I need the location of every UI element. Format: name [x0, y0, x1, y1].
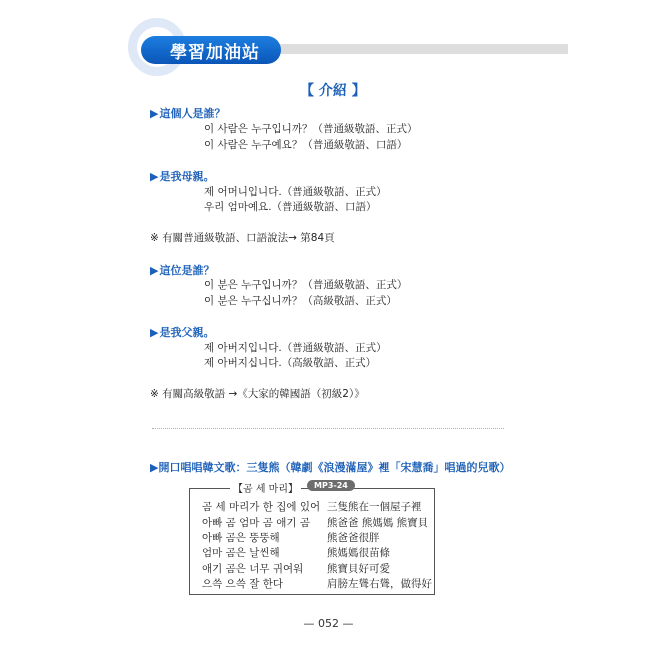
lyrics-title: 【곰 세 마리】: [230, 480, 301, 495]
korean-text: 제 아버지십니다.: [204, 357, 282, 369]
lyric-chinese: 熊寶貝好可愛: [327, 563, 390, 575]
answer-line: [204, 121, 417, 136]
register-tag: （普通級敬語、口語）: [302, 139, 408, 151]
korean-text: 이 사람은 누구예요？: [204, 139, 303, 151]
lyric-chinese: 熊爸爸很胖: [327, 532, 380, 544]
answer-line: [204, 293, 397, 308]
register-tag: （高級敬語、正式）: [281, 357, 377, 369]
answer-line: [204, 340, 387, 355]
question-text: 是我父親。: [159, 326, 215, 339]
triangle-bullet-icon: ▶: [150, 107, 159, 120]
song-heading-text: 開口唱唱韓文歌：三隻熊（韓劇《浪漫滿屋》裡「宋慧喬」唱過的兒歌）: [158, 461, 511, 474]
korean-text: 이 분은 누구십니까？: [204, 295, 303, 307]
dotted-divider: [152, 428, 504, 429]
triangle-bullet-icon: ▶: [150, 461, 159, 474]
page-title: [141, 36, 281, 64]
korean-text: 제 아버지입니다.: [204, 342, 282, 354]
triangle-bullet-icon: ▶: [150, 326, 159, 339]
song-heading: [150, 459, 510, 475]
lyric-chinese: 三隻熊在一個屋子裡: [327, 501, 422, 513]
answer-line: [204, 277, 407, 292]
section-title: 【 介紹 】: [300, 83, 366, 99]
header-rule: [250, 44, 568, 54]
register-tag: （高級敬語、正式）: [302, 295, 397, 307]
answer-line: [204, 184, 387, 199]
korean-text: 우리 엄마예요.: [204, 201, 272, 213]
mp3-track-badge: MP3-24: [307, 480, 355, 491]
page-title-text: 學習加油站: [170, 42, 260, 63]
page-number: — 052 —: [303, 617, 354, 630]
korean-text: 이 사람은 누구입니까？: [204, 123, 313, 135]
register-tag: （普通級敬語、正式）: [281, 342, 387, 354]
lyric-korean: 아빠 곰은 뚱뚱해: [202, 532, 280, 544]
question-1: [150, 105, 225, 121]
lyric-korean: 곰 세 마리가 한 집에 있어: [202, 501, 321, 513]
lyric-chinese: 肩膀左聳右聳，做得好: [327, 578, 432, 590]
register-tag: （普通級敬語、正式）: [312, 123, 418, 135]
triangle-bullet-icon: ▶: [150, 264, 159, 277]
korean-text: 이 분은 누구입니까？: [204, 279, 303, 291]
lyric-chinese: 熊媽媽很苗條: [327, 547, 390, 559]
lyric-chinese: 熊爸爸 熊媽媽 熊寶貝: [327, 517, 429, 529]
note-1: ※ 有關普通級敬語、口語說法→ 第84頁: [150, 232, 335, 244]
lyric-korean: 엄마 곰은 날씬해: [202, 547, 280, 559]
lyric-korean: 으쓱 으쓱 잘 한다: [202, 578, 284, 590]
register-tag: （普通級敬語、正式）: [302, 279, 408, 291]
register-tag: （普通級敬語、正式）: [281, 186, 387, 198]
lyric-korean: 아빠 곰 엄마 곰 애기 곰: [202, 517, 310, 529]
answer-line: [204, 137, 407, 152]
question-text: 這位是誰？: [159, 264, 215, 277]
lyric-korean: 애기 곰은 너무 귀여워: [202, 563, 304, 575]
register-tag: （普通級敬語、口語）: [271, 201, 377, 213]
answer-line: [204, 355, 376, 370]
question-text: 這個人是誰？: [159, 107, 226, 120]
question-text: 是我母親。: [159, 170, 215, 183]
korean-text: 제 어머니입니다.: [204, 186, 282, 198]
question-3: [150, 262, 214, 278]
triangle-bullet-icon: ▶: [150, 170, 159, 183]
note-2: ※ 有關高級敬語 →《大家的韓國語（初級2）》: [150, 388, 365, 400]
question-4: [150, 324, 214, 340]
answer-line: [204, 199, 377, 214]
question-2: [150, 168, 214, 184]
